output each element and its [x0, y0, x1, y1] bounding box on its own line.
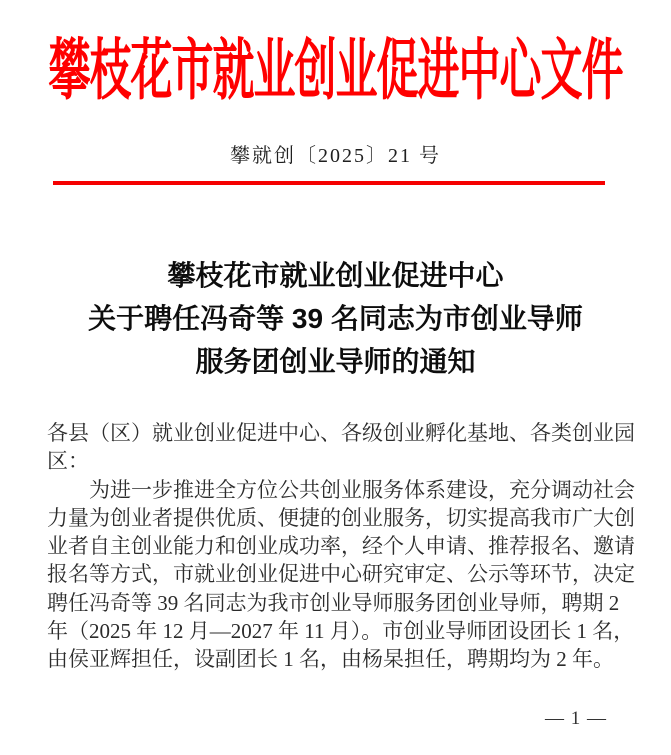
page-number: — 1 — — [545, 708, 607, 729]
document-title-line: 攀枝花市就业创业促进中心 — [167, 260, 504, 291]
salutation-line: 各县（区）就业创业促进中心、各级创业孵化基地、各类创业园 — [47, 421, 635, 445]
body-paragraph-line: 报名等方式，市就业创业促进中心研究审定、公示等环节，决定 — [47, 562, 635, 587]
doc-number: 攀就创〔2025〕21 号 — [230, 145, 441, 167]
salutation-line: 区： — [47, 449, 89, 474]
red-separator-line — [53, 181, 605, 185]
body-paragraph — [47, 476, 635, 674]
body-paragraph-line: 由侯亚辉担任，设副团长 1 名，由杨杲担任，聘期均为 2 年。 — [47, 647, 614, 672]
body-paragraph-line: 为进一步推进全方位公共创业服务体系建设，充分调动社会 — [89, 477, 635, 502]
letterhead-org-title: 攀枝花市就业创业促进中心文件 — [48, 35, 623, 109]
body-paragraph-line: 聘任冯奇等 39 名同志为我市创业导师服务团创业导师，聘期 2 — [47, 590, 620, 615]
document-title-line: 关于聘任冯奇等 39 名同志为市创业导师 — [88, 303, 583, 334]
document-title — [0, 254, 671, 383]
document-title-line: 服务团创业导师的通知 — [195, 346, 476, 377]
salutation — [47, 419, 635, 476]
body-paragraph-line: 年（2025 年 12 月—2027 年 11 月）。市创业导师团设团长 1 名， — [47, 619, 635, 644]
document-body — [47, 419, 635, 674]
body-paragraph-line: 业者自主创业能力和创业成功率，经个人申请、推荐报名、邀请 — [47, 534, 635, 559]
letterhead — [0, 22, 671, 110]
body-paragraph-line: 力量为创业者提供优质、便捷的创业服务，切实提高我市广大创 — [47, 505, 635, 530]
